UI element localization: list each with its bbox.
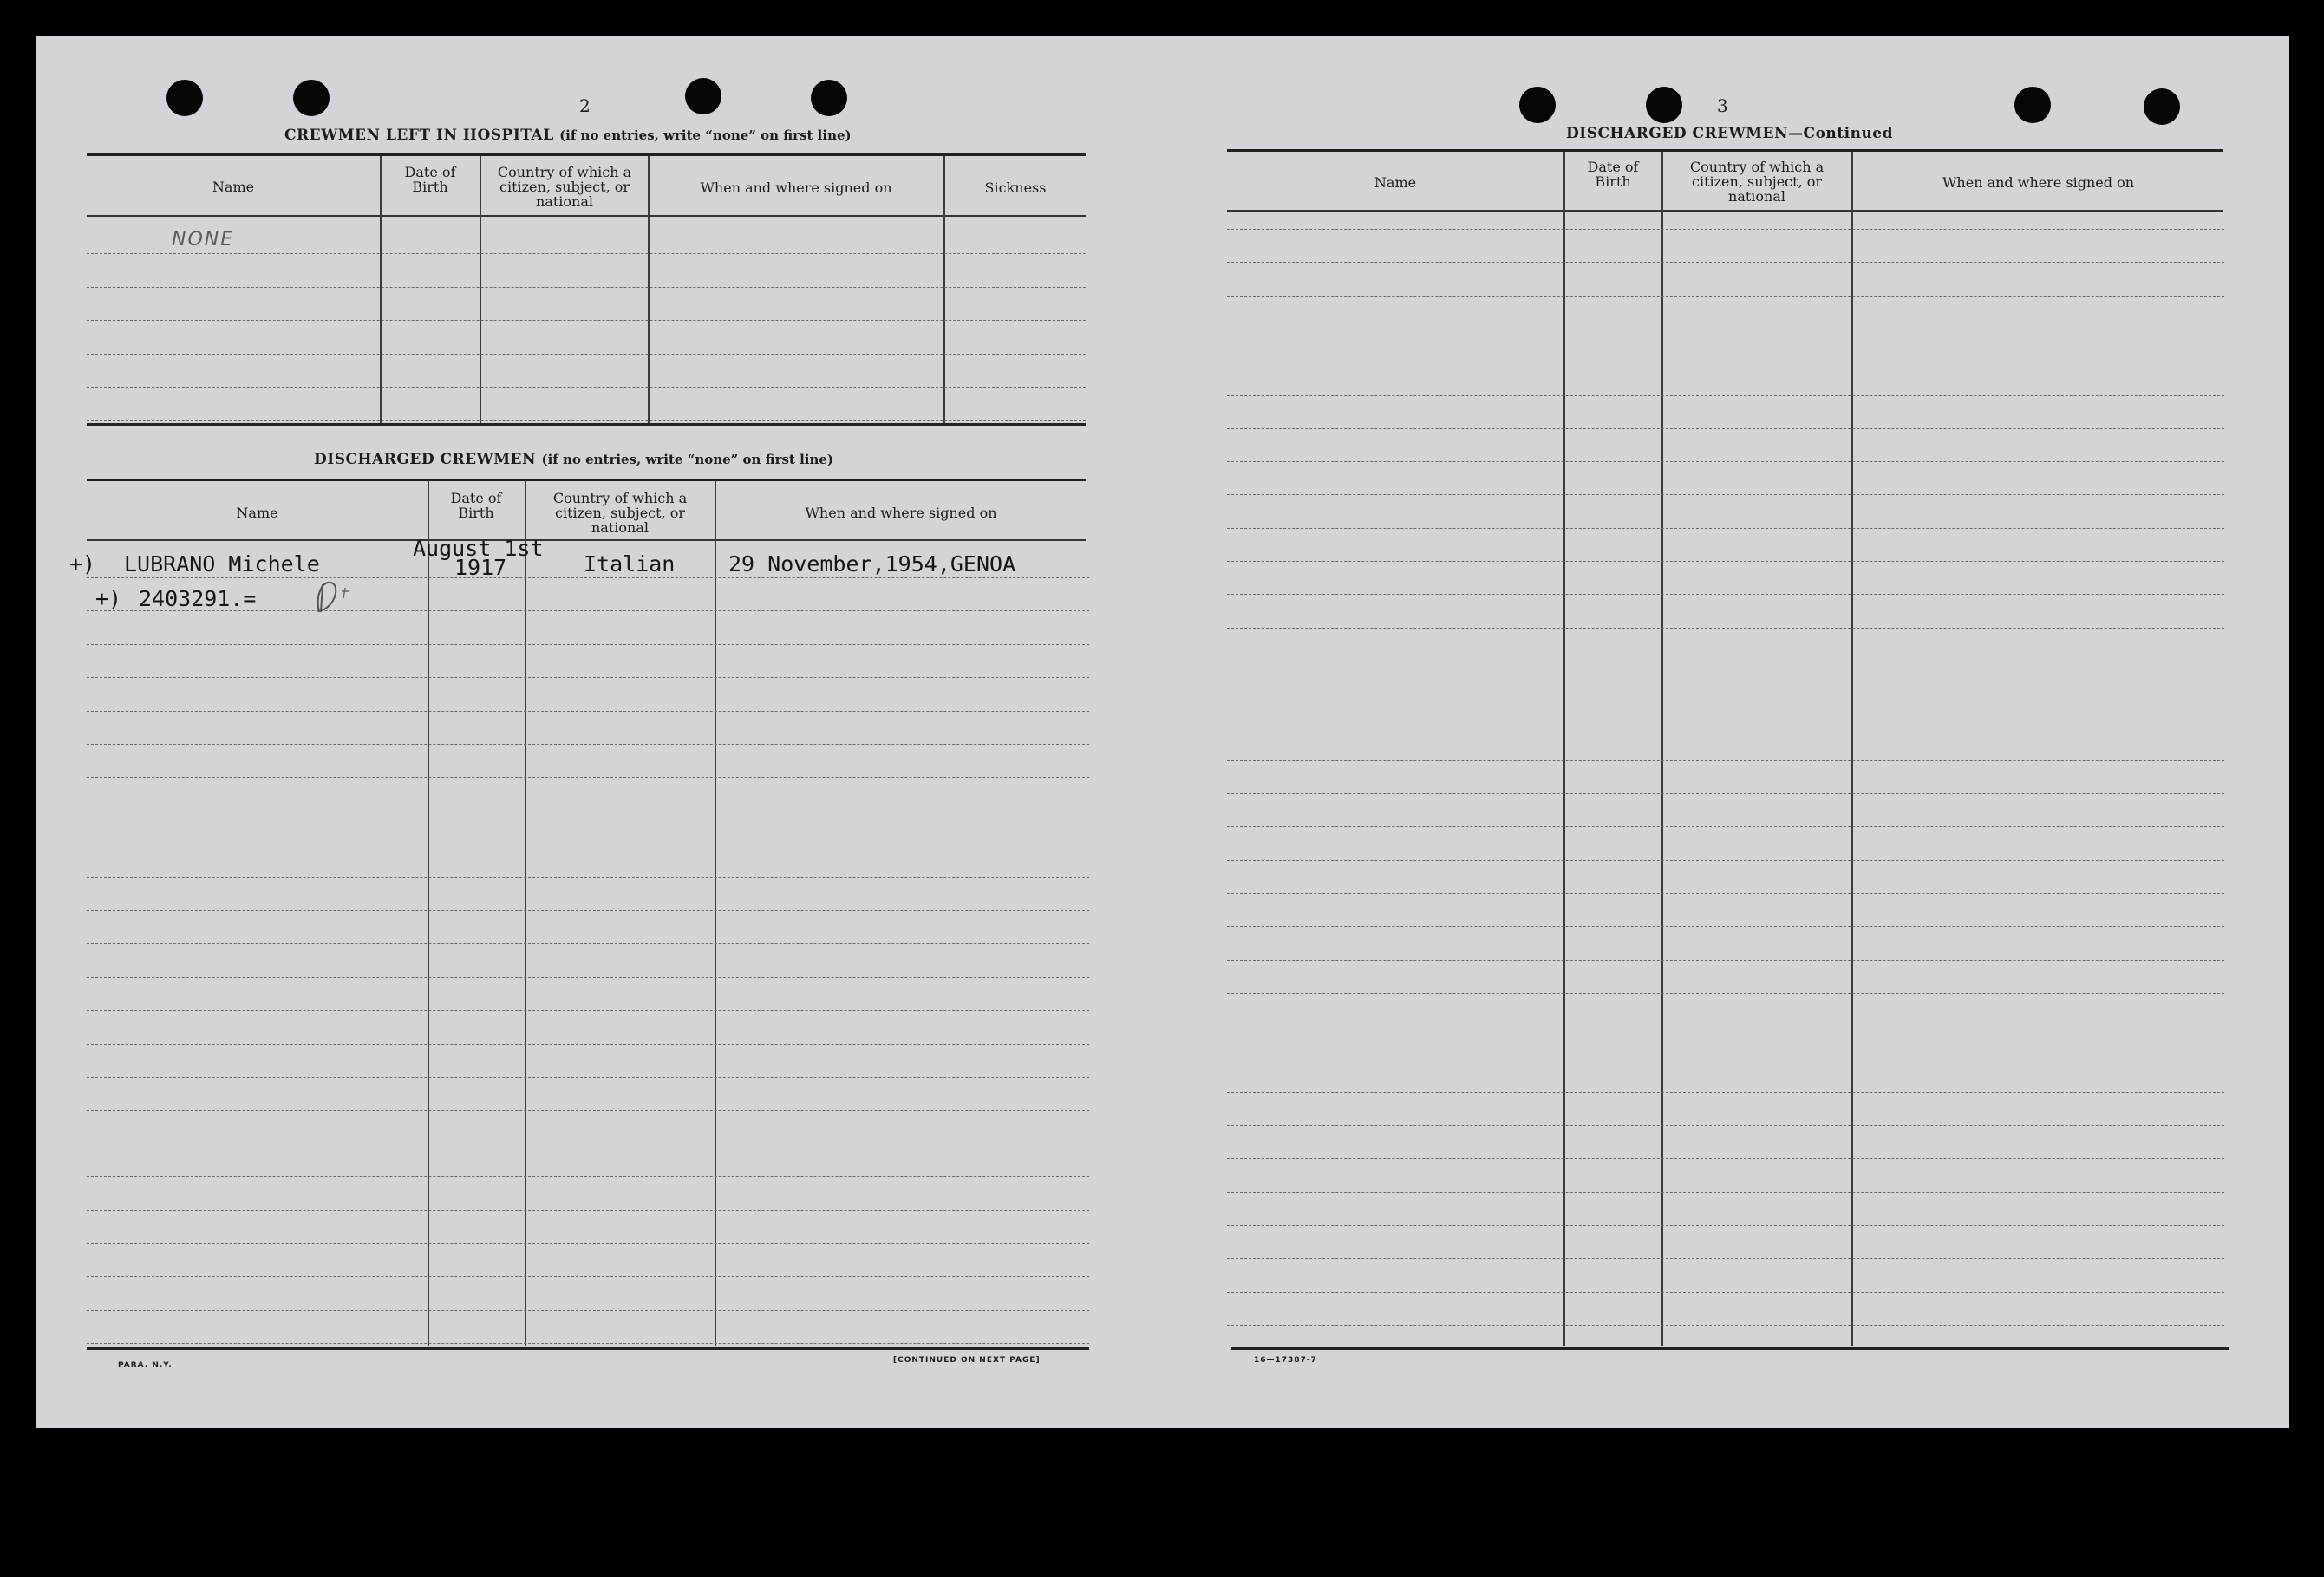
footer-continued: [CONTINUED ON NEXT PAGE]	[893, 1356, 1041, 1365]
discharged-col-signed: When and where signed on	[805, 505, 997, 521]
ruled-line	[87, 1210, 1089, 1211]
discharged-continued-title: DISCHARGED CREWMEN—Continued	[1566, 125, 1894, 142]
page-number-left: 2	[579, 95, 591, 116]
ruled-line	[87, 777, 1089, 778]
hospital-table-bottom-rule	[87, 423, 1086, 426]
entry-dob-line2: 1917	[454, 555, 507, 580]
ruled-line	[87, 1343, 1089, 1344]
entry-dob-line1: August 1st	[413, 536, 544, 561]
hospital-col-country: Country of which a citizen, subject, or national	[497, 164, 632, 210]
ruled-line	[1227, 229, 2224, 230]
hospital-col-divider	[480, 156, 481, 423]
ruled-line	[87, 1176, 1089, 1177]
punch-hole	[166, 80, 203, 116]
discharged-col-dob: Date of Birth	[450, 490, 502, 521]
ruled-line	[1227, 494, 2224, 495]
ruled-line	[87, 677, 1089, 678]
hospital-table-header-rule	[87, 215, 1086, 217]
ruled-line	[1227, 428, 2224, 429]
ruled-line	[1227, 395, 2224, 396]
hospital-col-dob: Date of Birth	[404, 164, 456, 195]
ruled-line	[87, 910, 1089, 911]
ruled-line	[87, 387, 1086, 388]
right-col-divider	[1661, 152, 1663, 1346]
hospital-col-divider	[380, 156, 382, 423]
entry-name: LUBRANO Michele	[124, 551, 320, 577]
ruled-line	[87, 1243, 1089, 1244]
ruled-line	[87, 420, 1086, 421]
ruled-line	[87, 287, 1086, 288]
ruled-line	[1227, 1092, 2224, 1093]
right-col-dob: Date of Birth	[1587, 159, 1639, 190]
punch-hole	[1519, 87, 1556, 123]
ruled-line	[1227, 1158, 2224, 1159]
ruled-line	[1227, 461, 2224, 462]
punch-hole	[811, 80, 847, 116]
ruled-line	[1227, 960, 2224, 961]
discharged-section-title	[314, 451, 833, 468]
ruled-line	[1227, 594, 2224, 595]
ruled-line	[87, 1110, 1089, 1111]
ruled-line	[87, 1044, 1089, 1045]
hospital-col-signed: When and where signed on	[700, 179, 892, 196]
discharged-title-note: (if no entries, write “none” on first line)	[541, 452, 834, 467]
punch-hole	[1646, 87, 1682, 123]
ruled-line	[1227, 793, 2224, 794]
ruled-line	[87, 320, 1086, 321]
ruled-line	[1227, 628, 2224, 629]
right-col-divider	[1851, 152, 1853, 1346]
document-page	[36, 36, 2289, 1428]
ruled-line	[87, 877, 1089, 878]
right-col-country: Country of which a citizen, subject, or national	[1689, 159, 1825, 205]
ruled-line	[87, 943, 1089, 944]
hospital-col-name: Name	[212, 179, 255, 195]
ruled-line	[1227, 1325, 2224, 1326]
discharged-col-name: Name	[236, 505, 278, 521]
hospital-col-divider	[943, 156, 945, 423]
discharged-title-text: DISCHARGED CREWMEN	[314, 451, 537, 468]
right-col-divider	[1563, 152, 1565, 1346]
discharged-table-header-rule	[87, 539, 1086, 541]
footer-form-number: 16—17387-7	[1254, 1356, 1317, 1365]
handwritten-initial-mark	[312, 579, 373, 616]
ruled-line	[1227, 760, 2224, 761]
discharged-table-top-rule	[87, 479, 1086, 481]
right-col-signed: When and where signed on	[1942, 174, 2135, 191]
entry-country: Italian	[584, 551, 676, 577]
ruled-line	[87, 253, 1086, 254]
entry-signed-on: 29 November,1954,GENOA	[728, 551, 1016, 577]
right-table-top-rule	[1227, 149, 2223, 152]
ruled-line	[87, 1276, 1089, 1277]
ruled-line	[1227, 1125, 2224, 1126]
ruled-line	[1227, 296, 2224, 297]
ruled-line	[1227, 1192, 2224, 1193]
punch-hole	[2144, 88, 2180, 125]
hospital-title-note: (if no entries, write “none” on first line)	[559, 127, 852, 143]
ruled-line	[1227, 893, 2224, 894]
punch-hole	[685, 78, 721, 114]
entry-id-number: 2403291.=	[139, 586, 257, 611]
ruled-line	[87, 644, 1089, 645]
ruled-line	[1227, 1225, 2224, 1226]
ruled-line	[1227, 1258, 2224, 1259]
ruled-line	[1227, 561, 2224, 562]
right-table-bottom-rule	[1231, 1347, 2229, 1350]
ruled-line	[87, 1077, 1089, 1078]
ruled-line	[87, 977, 1089, 978]
footer-print-mark: PARA. N.Y.	[118, 1361, 173, 1370]
ruled-line	[87, 1310, 1089, 1311]
hospital-section-title	[284, 127, 852, 144]
hospital-entry-none: NONE	[172, 229, 235, 251]
hospital-col-divider	[648, 156, 650, 423]
entry-id-marker: +)	[95, 586, 122, 611]
ruled-line	[1227, 262, 2224, 263]
page-number-right: 3	[1717, 95, 1728, 116]
punch-hole	[2014, 87, 2051, 123]
ruled-line	[87, 354, 1086, 355]
ruled-line	[87, 711, 1089, 712]
ruled-line	[1227, 1292, 2224, 1293]
ruled-line	[87, 744, 1089, 745]
punch-hole	[293, 80, 330, 116]
right-col-name: Name	[1374, 174, 1417, 191]
ruled-line	[1227, 826, 2224, 827]
right-table-header-rule	[1227, 210, 2223, 212]
ruled-line	[1227, 528, 2224, 529]
hospital-title-text: CREWMEN LEFT IN HOSPITAL	[284, 127, 554, 144]
discharged-col-country: Country of which a citizen, subject, or national	[552, 490, 688, 536]
ruled-line	[87, 577, 1089, 578]
ruled-line	[87, 1010, 1089, 1011]
ruled-line	[1227, 993, 2224, 994]
hospital-col-sickness: Sickness	[984, 179, 1047, 196]
hospital-table-top-rule	[87, 153, 1086, 156]
ruled-line	[1227, 926, 2224, 927]
ruled-line	[1227, 860, 2224, 861]
discharged-table-bottom-rule	[87, 1347, 1089, 1350]
entry-marker: +)	[69, 551, 96, 577]
